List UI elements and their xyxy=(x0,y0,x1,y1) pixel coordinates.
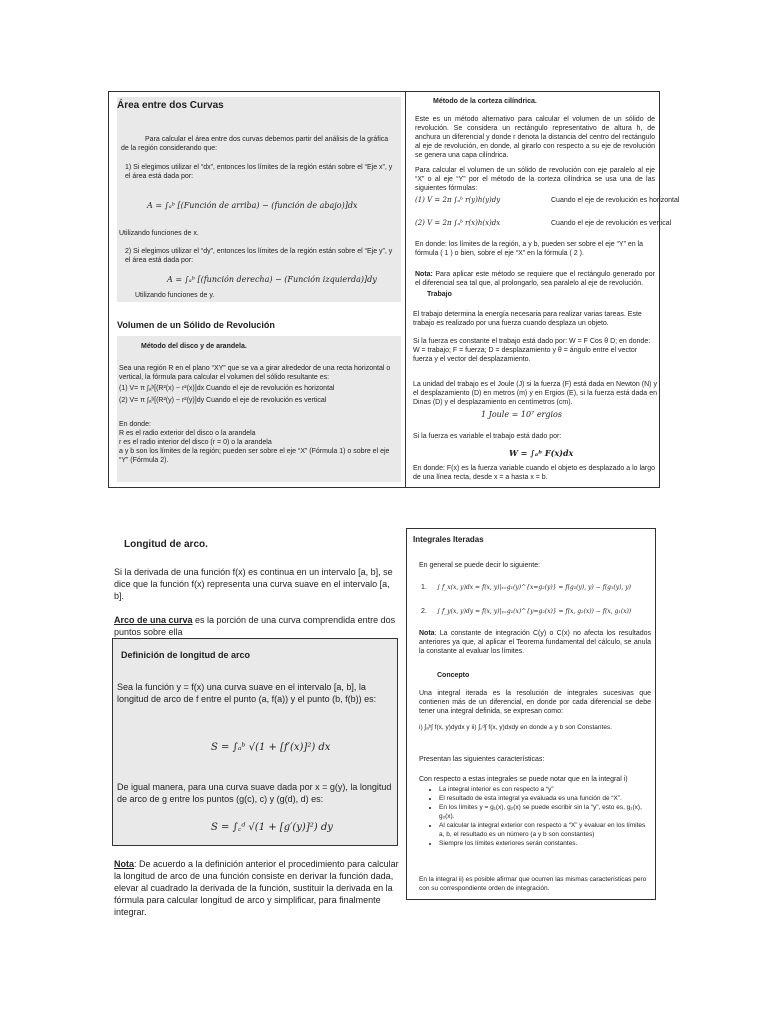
characteristics-intro: Con respecto a estas integrales se puede notar que en la integral i) xyxy=(419,776,628,783)
arc-length-panel xyxy=(112,530,402,930)
area-intro: Para calcular el área entre dos curvas debemos partir del análisis de la gráfica de la región considerando que: xyxy=(121,136,389,152)
work-formula: W = ∫ₐᵇ F(x)dx xyxy=(509,448,574,458)
work-title: Trabajo xyxy=(427,291,452,298)
volume-title: Volumen de un Sólido de Revolución xyxy=(117,320,275,330)
arc-title: Longitud de arco. xyxy=(124,539,208,550)
shell-formula-2-desc: Cuando el eje de revolución es vertical xyxy=(551,220,672,227)
shell-formula-1-desc: Cuando el eje de revolución es horizontal xyxy=(551,197,680,204)
iterated-note xyxy=(419,629,651,656)
volume-where-2: r es el radio interior del disco (r = 0) o la arandela xyxy=(119,439,272,446)
arc-paragraph-2-text: es la porción de una curva comprendida entre dos puntos sobre ella xyxy=(114,615,396,637)
arc-definition-paragraph-1: Sea la función y = f(x) una curva suave en el intervalo [a, b], la longitud de arco de f entre el punto (a, f(a)) y el punto (b, f(b)) es: xyxy=(117,682,377,704)
volume-formula-2: (2) V= π ∫ₐᵇ[(R²(y) − r²(y)]dy Cuando el eje de revolución es vertical xyxy=(119,397,327,404)
area-note-1: Utilizando funciones de x. xyxy=(119,230,199,237)
iterated-note-label: Nota xyxy=(419,630,435,637)
volume-where-3: a y b son los límites de la región; pueden ser sobre el eje “X” (Fórmula 1) o sobre el eje “Y” (Fórmula 2). xyxy=(119,448,390,464)
iterated-title: Integrales Iteradas xyxy=(413,535,484,544)
iterated-formula-2-number: 2. xyxy=(421,608,427,615)
arc-paragraph-2 xyxy=(114,614,398,638)
arc-note-text: : De acuerdo a la definición anterior el procedimiento para calcular la longitud de arco de una función consiste en derivar la función dada, elevar al cuadrado la derivada de la función, sustituir la derivada en la fórmula para calcular longitud de arco y simplificar, para finalmente integrar. xyxy=(114,859,399,917)
work-paragraph-1: El trabajo determina la energía necesaria para realizar varias tareas. Este trabajo es realizado por una fuerza cuando desplaza un objeto. xyxy=(413,311,642,327)
work-paragraph-5: En donde: F(x) es la fuerza variable cuando el objeto es desplazado a lo largo de una línea recta, desde x = a hasta x = b. xyxy=(413,465,656,481)
arc-definition-title: Definición de longitud de arco xyxy=(121,650,251,660)
area-title: Área entre dos Curvas xyxy=(117,100,224,111)
work-paragraph-2: Si la fuerza es constante el trabajo está dado por: W = F Cos θ D; en donde: W = trabajo; F = fuerza; D = desplazamiento y θ = ángulo entre el vector fuerza y el vector del desplazamiento. xyxy=(413,338,651,363)
arc-formula-2: S = ∫꜀ᵈ √(1 + [g′(y)]²) dy xyxy=(211,822,333,833)
shell-formula-1: (1) V = 2π ∫ₐᵇ r(y)h(y)dy xyxy=(415,196,501,204)
shell-title: Método de la corteza cilíndrica. xyxy=(433,98,537,105)
shell-note-label: Nota: xyxy=(415,271,433,278)
shell-note-text: Para aplicar este método se requiere que el rectángulo generado por el diferencial sea tal que, al prolongarlo, sea paralelo al eje de revolución. xyxy=(415,271,655,287)
list-item: • Siempre los límites exteriores serán constantes. xyxy=(439,839,651,848)
shell-paragraph-3: En donde: los límites de la región, a y b, pueden ser sobre el eje “Y” en la fórmula ( 1 ) o bien, sobre el eje “X” en la fórmula ( 2 ). xyxy=(415,241,644,257)
area-item-2: 2) Si elegimos utilizar el “dy”, entonces los límites de la región están sobre el “Eje y”, y el área está dada por: xyxy=(125,248,393,264)
characteristics-bullets xyxy=(419,785,651,848)
arc-curve-bold: Arco de una curva xyxy=(114,615,193,625)
volume-formula-1: (1) V= π ∫ₐᵇ[(R²(x) − r²(x)]dx Cuando el eje de revolución es horizontal xyxy=(119,385,335,392)
iterated-integrals-panel xyxy=(406,528,656,900)
list-item: • Al calcular la integral exterior con respecto a “X” y evaluar en los límites a, b, el resultado es un número (a y b son constantes) xyxy=(439,821,651,839)
list-item: • La integral interior es con respecto a “y” xyxy=(439,785,651,794)
volume-section xyxy=(117,336,401,482)
iterated-intro: En general se puede decir lo siguiente: xyxy=(419,562,541,569)
arc-paragraph-1: Si la derivada de una función f(x) es continua en un intervalo [a, b], se dice que la función f(x) representa una curva suave en el intervalo [a, b]. xyxy=(114,567,393,601)
shell-formula-2: (2) V = 2π ∫ₐᵇ r(x)h(x)dx xyxy=(415,219,501,227)
volume-where: En donde: xyxy=(119,421,151,428)
area-formula-1: A = ∫ₐᵇ [(Función de arriba) − (función de abajo)]dx xyxy=(147,201,358,210)
area-item-1: 1) Si elegimos utilizar el “dx”, entonces los límites de la región están sobre el “Eje x”, y el área está dada por: xyxy=(125,164,393,180)
column-divider xyxy=(405,92,406,487)
concept-title: Concepto xyxy=(437,672,470,679)
arc-note xyxy=(114,858,400,918)
arc-definition-paragraph-2: De igual manera, para una curva suave dada por x = g(y), la longitud de arco de g entre los puntos (g(c), c) y (g(d), d) es: xyxy=(117,782,392,804)
area-formula-2: A = ∫ₐᵇ [(función derecha) − (Función izquierda)]dy xyxy=(167,275,377,284)
list-item: • El resultado de esta integral ya evaluada es una función de “X”. xyxy=(439,794,651,803)
iterated-final: En la integral ii) es posible afirmar que ocurren las mismas características pero con su correspondiente orden de integración. xyxy=(419,876,647,892)
characteristics-title: Presentan las siguientes características: xyxy=(419,756,545,763)
volume-method: Método del disco y de arandela. xyxy=(141,343,247,350)
shell-note xyxy=(415,270,655,288)
volume-text: Sea una región R en el plano “XY” que se va a girar alrededor de una recta horizontal o vertical, la fórmula para calcular el volumen del sólido resultante es: xyxy=(119,365,391,381)
list-item: • En los límites y = g₁(x), g₂(x) se puede escribir sin la “y”, esto es, g₁(x), g₂(x). xyxy=(439,803,651,821)
work-paragraph-4: Si la fuerza es variable el trabajo está dado por: xyxy=(413,433,562,440)
iterated-formula-1: ∫ f_x(x, y)dx = f(x, y)|ₓ₌g₁(y)^{x=g₂(y)} = f(g₂(y), y) − f(g₁(y), y) xyxy=(437,584,632,591)
arc-note-label: Nota xyxy=(114,859,134,869)
area-note-2: Utilizando funciones de y. xyxy=(135,292,215,299)
shell-paragraph-1: Este es un método alternativo para calcular el volumen de un sólido de revolución. Se considera un rectángulo representativo de altura h, de anchura un diferencial y donde r denota la distancia del centro del rectángulo al eje de revolución, en donde, al girarlo con respecto a su eje de revolución se genera una capa cilíndrica. xyxy=(415,116,655,159)
top-page-panel xyxy=(108,91,680,488)
iterated-note-text: : La constante de integración C(y) o C(x) no afecta los resultados anteriores ya que, al aplicar el Teorema fundamental del cálculo, se anula la constante al evaluar los límites. xyxy=(419,630,651,655)
arc-definition-box xyxy=(112,638,398,846)
iterated-formula-1-number: 1. xyxy=(421,584,427,591)
work-equation: 1 Joule = 10⁷ ergios xyxy=(481,410,562,419)
arc-formula-1: S = ∫ₐᵇ √(1 + [f′(x)]²) dx xyxy=(211,742,331,753)
characteristics-list xyxy=(419,785,651,848)
iterated-forms: i) ∫ₐᵇ∫ f(x, y)dydx y ii) ∫꜀ᵈ∫ f(x, y)dxdy en donde a y b son Constantes. xyxy=(419,724,612,731)
area-section xyxy=(117,97,401,302)
iterated-formula-2: ∫ f_y(x, y)dy = f(x, y)|ᵧ₌g₁(x)^{y=g₂(x)} = f(x, g₂(x)) − f(x, g₁(x)) xyxy=(437,608,632,615)
volume-where-1: R es el radio exterior del disco o la arandela xyxy=(119,430,256,437)
concept-text: Una integral iterada es la resolución de integrales sucesivas que contienen más de un diferencial, en donde por cada diferencial se debe tener una integral definida, se expresan como: xyxy=(419,690,651,715)
work-paragraph-3: La unidad del trabajo es el Joule (J) si la fuerza (F) está dada en Newton (N) y el desplazamiento (D) en metros (m) y en Ergios (E), si la fuerza está dada en Dinas (D) y el desplazamiento en centímetros (cm). xyxy=(413,381,657,406)
shell-paragraph-2: Para calcular el volumen de un sólido de revolución con eje paralelo al eje “X” o al eje “Y” por el método de la corteza cilíndrica se usa una de las siguientes fórmulas: xyxy=(415,167,655,192)
